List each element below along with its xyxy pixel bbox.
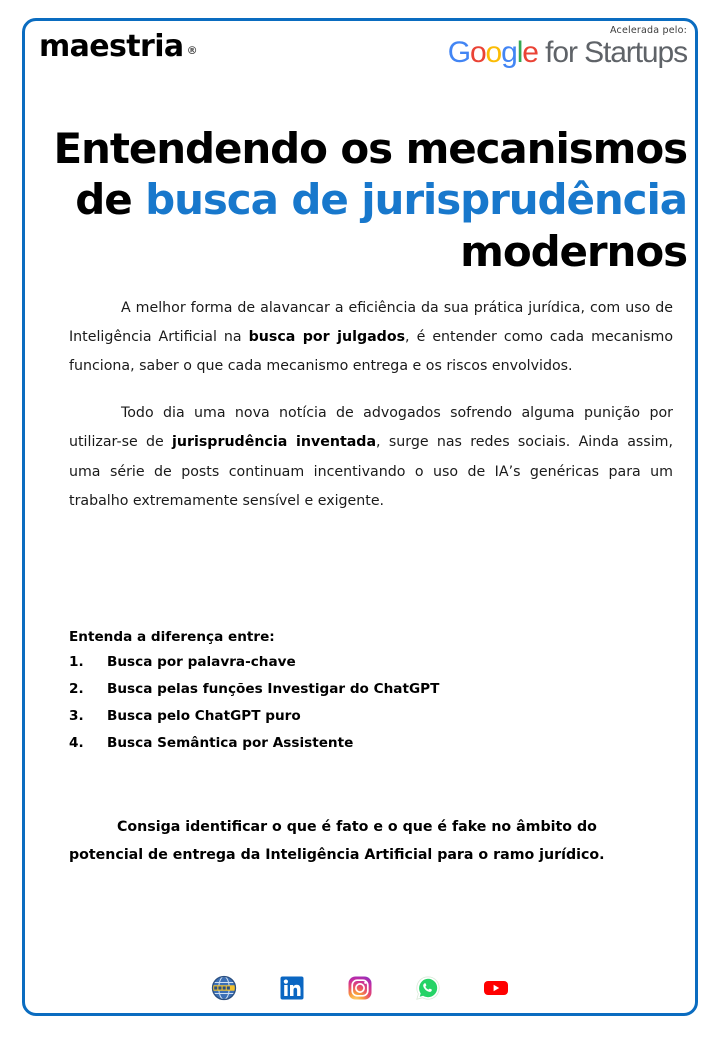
whatsapp-icon[interactable] bbox=[415, 975, 441, 1001]
list-item[interactable] bbox=[69, 654, 673, 670]
google-letter-g1: G bbox=[447, 36, 470, 69]
list-item-label: Busca por palavra-chave bbox=[107, 654, 296, 670]
google-letter-l: l bbox=[516, 36, 523, 69]
emphasis-text: jurisprudência inventada bbox=[172, 434, 377, 451]
instagram-icon[interactable] bbox=[347, 975, 373, 1001]
list-item[interactable] bbox=[69, 708, 673, 724]
list-item[interactable] bbox=[69, 735, 673, 751]
list-item-label: Busca pelas funções Investigar do ChatGPT bbox=[107, 681, 440, 697]
maestria-logo-text: maestria bbox=[39, 29, 184, 64]
list-item-number: 1. bbox=[69, 654, 84, 670]
closing-paragraph: Consiga identificar o que é fato e o que é fake no âmbito do potencial de entrega da Inteligência Artificial para o ramo jurídico. bbox=[69, 819, 605, 863]
google-letter-g2: g bbox=[501, 36, 517, 69]
paragraph-text: Todo dia uma nova notícia de advogados sofrendo alguma punição por utilizar-se de bbox=[69, 405, 673, 451]
emphasis-text: busca por julgados bbox=[248, 329, 406, 346]
paragraph-2 bbox=[69, 399, 673, 515]
social-links-bar bbox=[25, 975, 695, 1001]
for-startups-text: for Startups bbox=[537, 36, 687, 69]
difference-list-section bbox=[69, 629, 673, 762]
google-letter-o1: o bbox=[469, 36, 486, 69]
paragraph-1 bbox=[69, 294, 673, 381]
list-item-label: Busca pelo ChatGPT puro bbox=[107, 708, 301, 724]
title-part-2: modernos bbox=[460, 226, 687, 276]
document-header bbox=[25, 21, 695, 89]
google-letter-e: e bbox=[522, 36, 538, 69]
paragraph-text: A melhor forma de alavancar a eficiência da sua prática jurídica, com uso de Inteligência Artificial na bbox=[69, 300, 673, 346]
paragraph-text: , surge nas redes sociais. Ainda assim, uma série de posts continuam incentivando o uso de IA’s genéricas para um trabalho extremamente sensível e exigente. bbox=[69, 434, 673, 509]
accelerated-by-label: Acelerada pelo: bbox=[609, 25, 687, 36]
google-letter-o2: o bbox=[485, 36, 502, 69]
body-content bbox=[69, 294, 673, 534]
list-item-number: 3. bbox=[69, 708, 84, 724]
page-title bbox=[39, 123, 687, 277]
list-item-label: Busca Semântica por Assistente bbox=[107, 735, 354, 751]
website-globe-icon[interactable] bbox=[211, 975, 237, 1001]
document-page-frame bbox=[22, 18, 698, 1016]
google-for-startups-logo bbox=[448, 37, 687, 69]
list-item-number: 4. bbox=[69, 735, 84, 751]
youtube-icon[interactable] bbox=[483, 975, 509, 1001]
paragraph-text: , é entender como cada mecanismo funciona, saber o que cada mecanismo entrega e os riscos envolvidos. bbox=[69, 329, 673, 375]
list-item-number: 2. bbox=[69, 681, 84, 697]
list-heading: Entenda a diferença entre: bbox=[69, 629, 275, 645]
accelerated-by-block bbox=[448, 25, 687, 69]
maestria-logo bbox=[39, 29, 197, 64]
linkedin-icon[interactable] bbox=[279, 975, 305, 1001]
title-highlight: busca de jurisprudência bbox=[145, 175, 687, 225]
registered-mark-icon: ® bbox=[186, 44, 197, 57]
list-item[interactable] bbox=[69, 681, 673, 697]
title-part-1: Entendendo os mecanismos de bbox=[53, 124, 687, 225]
